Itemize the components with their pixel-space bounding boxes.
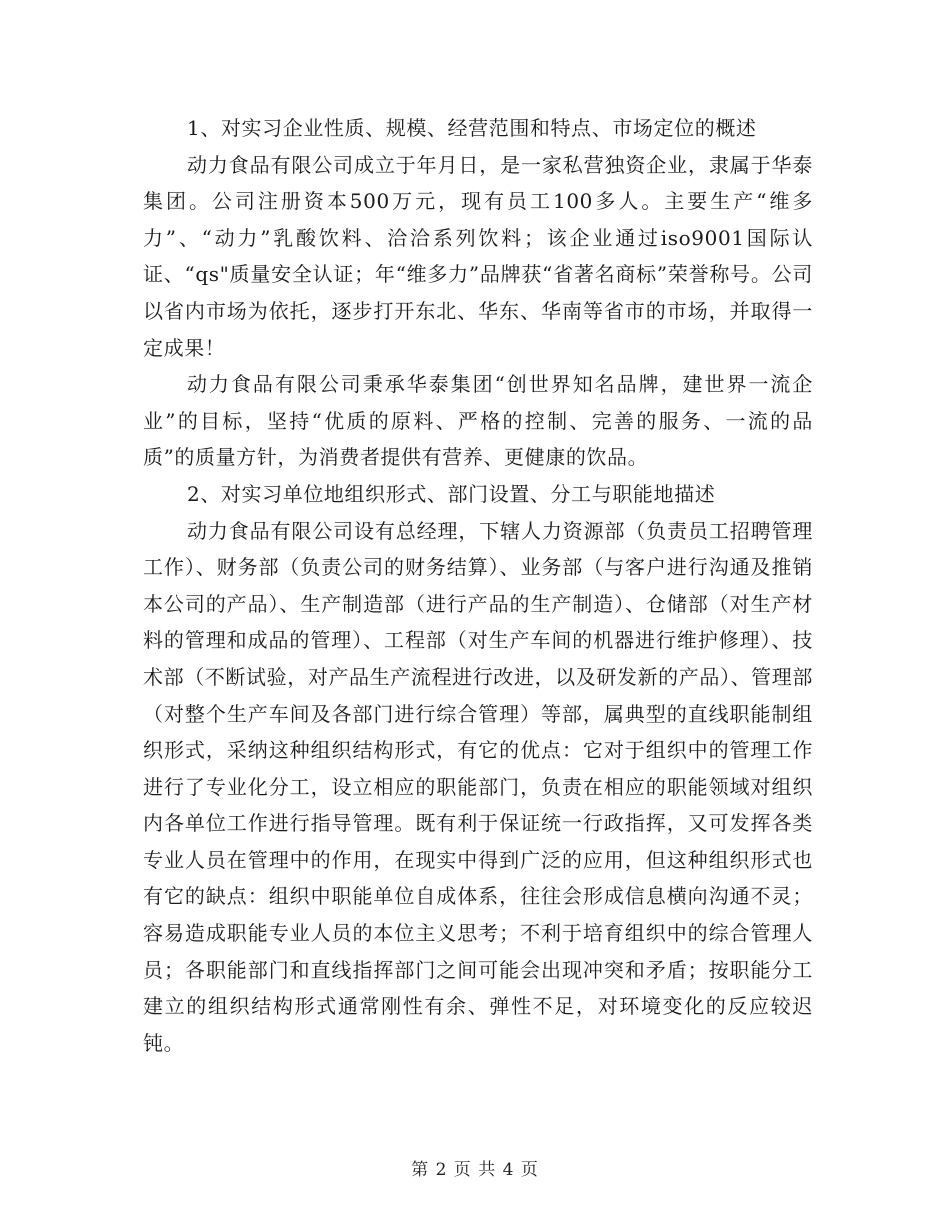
document-body [143,110,813,1061]
section-heading-2: 2、对实习单位地组织形式、部门设置、分工与职能地描述 [187,481,716,506]
paragraph-company-overview: 动力食品有限公司成立于年月日，是一家私营独资企业，隶属于华泰集团。公司注册资本500万元，现有员工100多人。主要生产“维多力”、“动力”乳酸饮料、洽洽系列饮料；该企业通过iso9001国际认证、“qs"质量安全认证；年“维多力”品牌获“省著名商标”荣誉称号。公司以省内市场为依托，逐步打开东北、华东、华南等省市的市场，并取得一定成果！ [143,152,813,360]
paragraph-company-goal: 动力食品有限公司秉承华泰集团“创世界知名品牌，建世界一流企业”的目标，坚持“优质的原料、严格的控制、完善的服务、一流的品质”的质量方针，为消费者提供有营养、更健康的饮品。 [143,372,813,470]
page-footer: 第 2 页 共 4 页 [411,1160,539,1180]
section-heading-1: 1、对实习企业性质、规模、经营范围和特点、市场定位的概述 [187,116,757,140]
paragraph-organization: 动力食品有限公司设有总经理，下辖人力资源部（负责员工招聘管理工作）、财务部（负责公司的财务结算）、业务部（与客户进行沟通及推销本公司的产品）、生产制造部（进行产品的生产制造）、仓储部（对生产材料的管理和成品的管理）、工程部（对生产车间的机器进行维护修理）、技术部（不断试验，对产品生产流程进行改进，以及研发新的产品）、管理部（对整个生产车间及各部门进行综合管理）等部，属典型的直线职能制组织形式，采纳这种组织结构形式，有它的优点：它对于组织中的管理工作进行了专业化分工，设立相应的职能部门，负责在相应的职能领域对组织内各单位工作进行指导管理。既有利于保证统一行政指挥，又可发挥各类专业人员在管理中的作用，在现实中得到广泛的应用，但这种组织形式也有它的缺点：组织中职能单位自成体系，往往会形成信息横向沟通不灵；容易造成职能专业人员的本位主义思考；不利于培育组织中的综合管理人员；各职能部门和直线指挥部门之间可能会出现冲突和矛盾；按职能分工建立的组织结构形式通常刚性有余、弹性不足，对环境变化的反应较迟钝。 [143,518,813,1055]
